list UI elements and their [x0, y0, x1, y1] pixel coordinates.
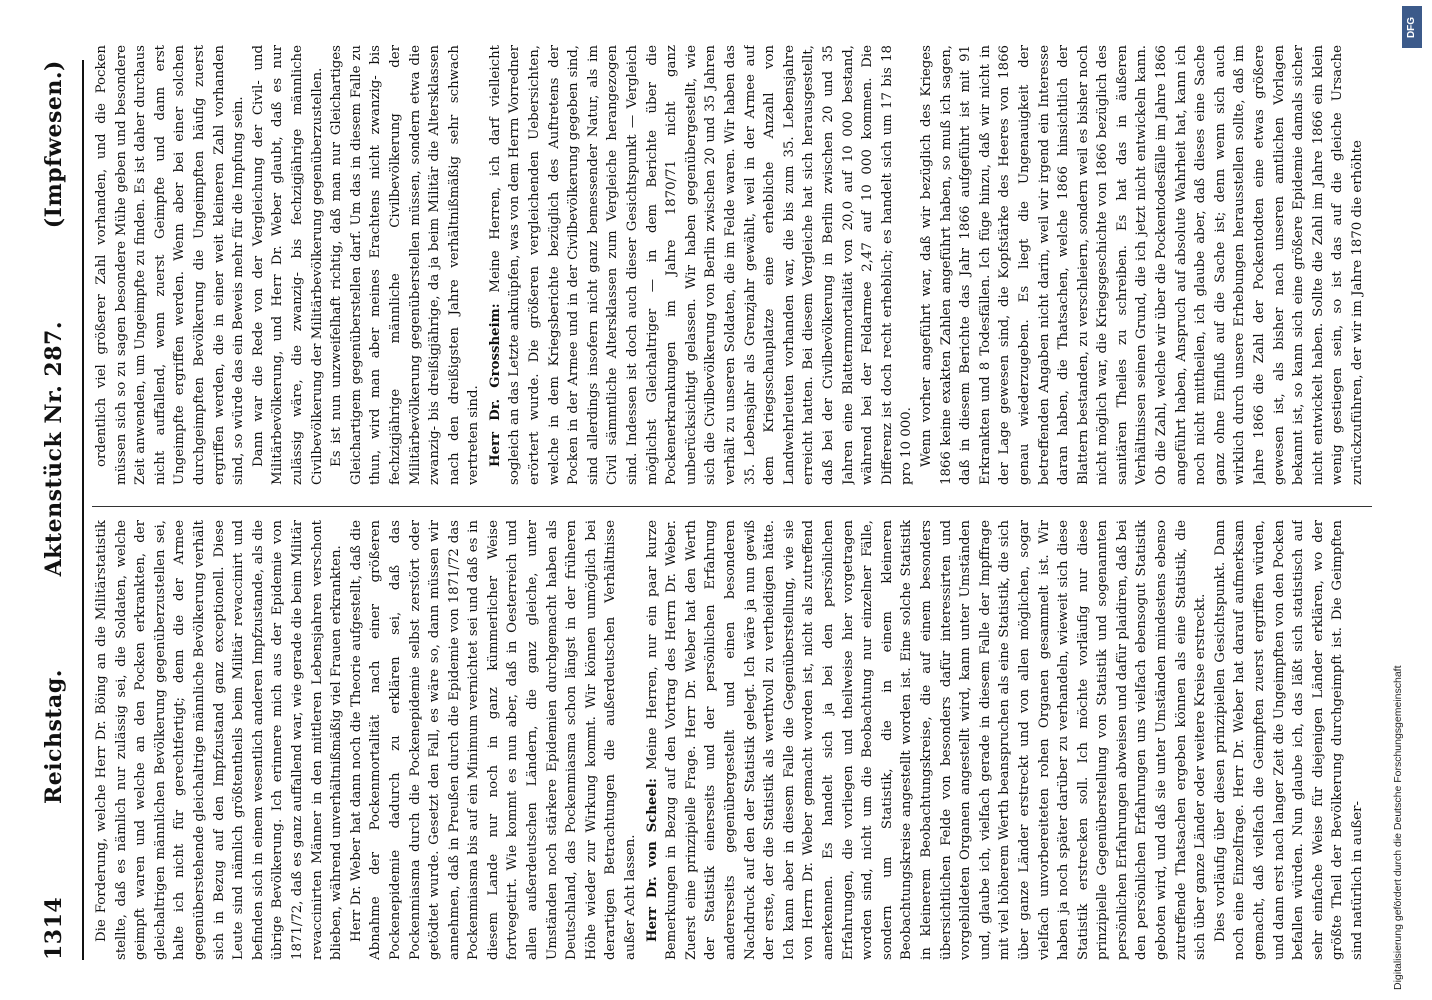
- speaker-name: Herr Dr. Grossheim:: [487, 303, 503, 467]
- paragraph-text: Wenn vorher angeführt war, daß wir bezüglich des Krieges 1866 keine exakten Zahlen angeführt haben, so muß ich sagen, daß in diesem Berichte das Jahr 1866 aufgeführt ist mit 91 Erkrankten und 8 Todesfällen. Ich füge hinzu, daß wir nicht in der Lage gewesen sind, die Kopfstärke des Heeres von 1866 genau wiederzugeben. Es liegt die Ungenauigkeit der betreffenden Angaben nicht darin, weil wir irgend ein Interesse daran haben, die Thatsachen, welche 1866 hinsichtlich der Blattern bestanden, zu verschleiern, sondern weil es bisher noch nicht möglich war, die Kriegsgeschichte von 1866 bezüglich des sanitären Theiles zu schreiben. Es hat das in äußeren Verhältnissen seinen Grund, die ich jetzt nicht entwickeln kann. Ob die Zahl, welche wir über die Pockentodesfälle im Jahre 1866 angeführt haben, Anspruch auf absolute Wahrheit hat, kann ich noch nicht mittheilen, ich glaube aber, daß dieses eine Sache ganz ohne Einfluß auf die Sache ist; denn wenn sich auch wirklich durch unsere Erhebungen herausstellen sollte, daß im Jahre 1866 die Zahl der Pockentodten eine etwas größere gewesen ist, als bisher nach unseren amtlichen Vorlagen bekannt ist, so kann sich eine größere Epidemie damals sicher nicht entwickelt haben. Sollte die Zahl im Jahre 1866 ein klein wenig gestiegen sein, so ist das auf die gleiche Ursache zurückzuführen, der wir im Jahre 1870 die erhöhte: [918, 45, 1365, 485]
- page-number: 1314: [41, 896, 67, 960]
- paragraph-text: Dann war die Rede von der Vergleichung der Civil- und Militärbevölkerung, und Herr Dr. Weber glaubt, daß es nur zulässig wäre, die zwanzig- bis fechzigjährige männliche Civilbevölkerung der Militärbevölkerung gegenüberzustellen.: [250, 45, 325, 485]
- paragraph: [327, 45, 484, 485]
- text-column-left: [92, 520, 1372, 960]
- paragraph: [92, 45, 249, 485]
- header-right: (Impfwesen.): [41, 60, 67, 229]
- paragraph: [643, 520, 1211, 960]
- digitization-note: Digitalisierung gefördert durch die Deutsche Forschungsgemeinschaft: [1392, 665, 1404, 990]
- paragraph-text: Es ist nun unzweifelhaft richtig, daß man nur Gleichartiges Gleichartigem gegenüberstellen darf. Um das in diesem Falle zu thun, wird man aber meines Erachtens nicht zwanzig- bis fechzigjährige männliche Civilbevölkerung der Militärbevölkerung gegenüberstellen müssen, sondern etwa die zwanzig- bis dreißigjährige, da ja beim Militär die Altersklassen nach den dreißigsten Jahre verhältnißmäßig sehr schwach vertreten sind.: [329, 45, 482, 485]
- header-center: Aktenstück Nr. 287.: [41, 321, 67, 577]
- paragraph: [1211, 520, 1368, 960]
- paragraph: [347, 520, 641, 960]
- paragraph: [917, 45, 1368, 485]
- paragraph-text: Meine Herren, ich darf vielleicht sogleich an das Letzte anknüpfen, was von dem Herrn Vorredner erörtert wurde. Die größeren vergleichenden Uebersichten, welche in dem Kriegsberichte bezüglich des Auftretens der Pocken in der Armee und in der Civilbevölkerung gegeben sind, sind allerdings insofern nicht ganz bemessender Natur, als im Civil sämmtliche Altersklassen zum Vergleiche herangezogen sind. Indessen ist doch auch dieser Gesichtspunkt — Vergleich möglichst Gleichaltriger — in dem Berichte über die Pockenerkrankungen im Jahre 1870/71 nicht ganz unberücksichtigt gelassen. Wir haben gegenübergestellt, wie sich die Civilbevölkerung von Berlin zwischen 20 und 35 Jahren verhält zu unseren Soldaten, die im Felde waren. Wir haben das 35. Lebensjahr als Grenzjahr gewählt, weil in der Armee auf dem Kriegsschauplatze eine erhebliche Anzahl von Landwehrleuten vorhanden war, die bis zum 35. Lebensjahre erreicht hatten. Bei diesem Vergleiche hat sich herausgestellt, daß bei der Civilbevölkerung in Berlin zwischen 20 und 35 Jahren eine Blatternmortalität von 20,0 auf 10 000 bestand, während bei der Feldarmee 2,47 auf 10 000 kommen. Die Differenz ist doch recht erheblich; es handelt sich um 17 bis 18 pro 10 000.: [487, 45, 915, 485]
- header-rule: [82, 60, 84, 960]
- paragraph: [92, 520, 347, 960]
- paragraph: [486, 45, 917, 485]
- column-divider: [92, 506, 1372, 507]
- speaker-name: Herr Dr. von Scheel:: [644, 778, 660, 942]
- page-header: [34, 60, 74, 960]
- paragraph-text: Herr Dr. Weber hat dann noch die Theorie aufgestellt, daß die Abnahme der Pockenmortalität nach einer größeren Pockenepidemie dadurch zu erklären sei, daß das Pockenmiasma durch die Pockenepidemie selbst zerstört oder getödtet wurde. Gesetzt den Fall, es wäre so, dann müssen wir annehmen, daß in Preußen durch die Epidemie von 1871/72 das Pockenmiasma bis auf ein Minimum vernichtet sei und daß es in diesem Lande nur noch in ganz kümmerlicher Weise fortvegetirt. Wie kommt es nun aber, daß in Oesterreich und allen außerdeutschen Ländern, die ganz gleiche, unter Umständen noch stärkere Epidemien durchgemacht haben als Deutschland, das Pockenmiasma schon längst in der früheren Höhe wieder zur Wirkung kommt. Wir können unmöglich bei derartigen Betrachtungen die außerdeutschen Verhältnisse außer Acht lassen.: [348, 520, 639, 960]
- paragraph: [249, 45, 327, 485]
- paragraph-text: Meine Herren, nur ein paar kurze Bemerkungen in Bezug auf den Vortrag des Herrn Dr. Weber. Zuerst eine prinzipielle Frage. Herr Dr. Weber hat den Werth der Statistik einerseits und der persönlichen Erfahrung andererseits gegenübergestellt und einen besonderen Nachdruck auf den der Statistik gelegt. Ich wäre ja nun gewiß der erste, der die Statistik als werthvoll zu vertheidigen hätte. Ich kann aber in diesem Falle die Gegenüberstellung, wie sie von Herrn Dr. Weber gemacht worden ist, nicht als zutreffend anerkennen. Es handelt sich ja bei den persönlichen Erfahrungen, die vorliegen und theilweise hier vorgetragen worden sind, nicht um die Beobachtung nur einzelner Fälle, sondern um Statistik, die in einem kleineren Beobachtungskreise angestellt worden ist. Eine solche Statistik in kleinerem Beobachtungskreise, die auf einem besonders übersichtlichen Felde von besonders dafür interessirten und vorgebildeten Organen angestellt wird, kann unter Umständen und, glaube ich, vielfach gerade in diesem Falle der Impffrage mit viel höherem Werth beanspruchen als eine Statistik, die sich über ganze Länder erstreckt und von allen möglichen, sogar vielfach unvorbereiteten rohen Organen gesammelt ist. Wir haben ja noch später darüber zu verhandeln, wieweit sich diese Statistik erstrecken soll. Ich möchte vorläufig nur diese prinzipielle Gegenüberstellung von Statistik und sogenannten persönlichen Erfahrungen abweisen und dafür plaidiren, daß bei den persönlichen Erfahrungen uns vielfach ebensogut Statistik geboten wird, und daß sie unter Umständen mindestens ebenso zutreffende Thatsachen ergeben können als eine Statistik, die sich über ganze Länder oder weitere Kreise erstreckt.: [644, 520, 1209, 960]
- header-left: Reichstag.: [41, 669, 67, 805]
- text-column-right: [92, 45, 1372, 485]
- paragraph-text: Dies vorläufig über diesen prinzipiellen Gesichtspunkt. Dann noch eine Einzelfrage. Herr Dr. Weber hat darauf aufmerksam gemacht, daß vielfach die Geimpften zuerst ergriffen würden, und dann erst nach langer Zeit die Ungeimpften von den Pocken befallen würden. Nun glaube ich, das läßt sich statistisch auf sehr einfache Weise für diejenigen Länder erklären, wo der größte Theil der Bevölkerung durchgeimpft ist. Die Geimpften sind natürlich in außer-: [1212, 520, 1365, 960]
- paragraph-text: ordentlich viel größerer Zahl vorhanden, und die Pocken müssen sich so zu sagen besondere Mühe geben und besondere Zeit anwenden, um Ungeimpfte zu finden. Es ist daher durchaus nicht auffallend, wenn zuerst Geimpfte und dann erst Ungeimpfte ergriffen werden. Wenn aber bei einer solchen durchgeimpften Bevölkerung die Ungeimpften häufig zuerst ergriffen werden, die in einer weit kleineren Zahl vorhanden sind, so würde das ein Beweis mehr für die Impfung sein.: [94, 45, 247, 485]
- dfg-logo: DFG: [1402, 6, 1422, 48]
- paragraph-text: Die Forderung, welche Herr Dr. Böing an die Militärstatistik stellte, daß es nämlich nur zulässig sei, die Soldaten, welche geimpft waren und welche an den Pocken erkrankten, der gleichaltrigen männlichen Bevölkerung gegenüberzustellen sei, halte ich nicht für gerechtfertigt; denn die der Armee gegenüberstehende gleichaltrige männliche Bevölkerung verhält sich in Bezug auf den Impfzustand ganz exceptionell. Diese Leute sind nämlich größtentheils beim Militär revaccinirt und befinden sich in einem wesentlich anderen Impfzustande, als die übrige Bevölkerung. Ich erinnere mich aus der Epidemie von 1871/72, daß es ganz auffallend war, wie gerade die beim Militär revaccinirten Männer in den mittleren Lebensjahren verschont blieben, während unverhältnißmäßig viel Frauen erkrankten.: [94, 520, 345, 960]
- digitization-sidebar: [1378, 0, 1432, 1000]
